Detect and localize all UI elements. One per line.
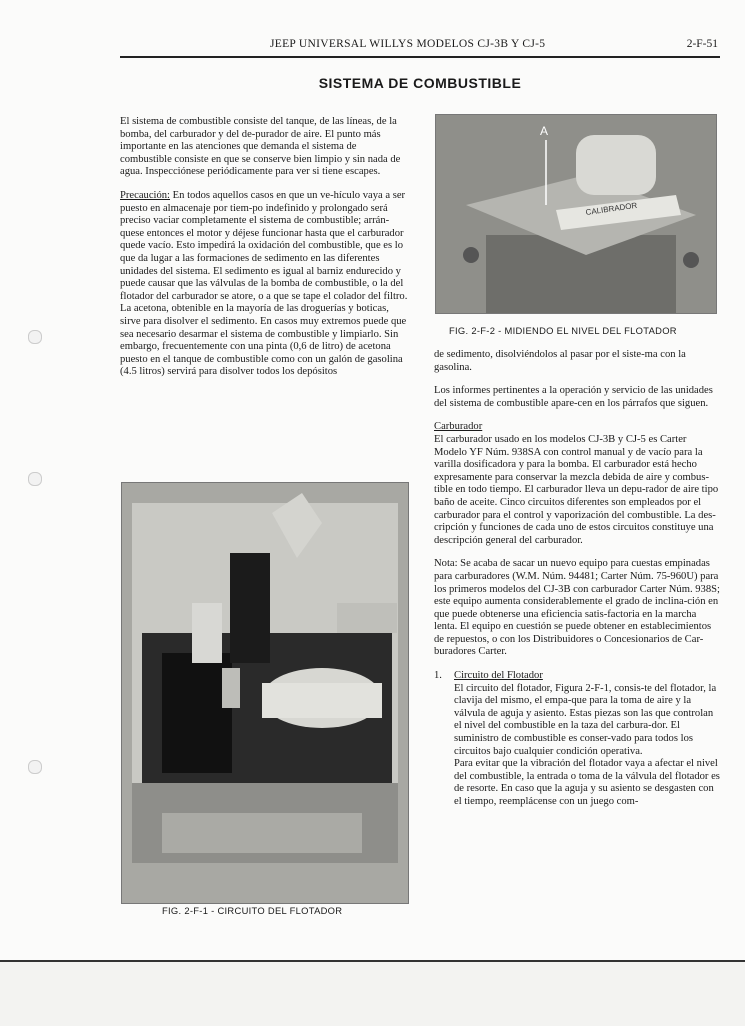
running-header: [120, 36, 718, 56]
item-text: El circuito del flotador, Figura 2-F-1, consis-te del flotador, la clavija del mismo, el empa-que para la toma de aire y la válvula de aguja y asiento. Estas piezas son las que controlan el nivel del combustible en la taza del carbura-dor. El suministro de combustible es conser-vado para todos los circuitos bajo cualquier condición operativa.: [454, 682, 717, 757]
caution-text: En todos aquellos casos en que un ve-hículo vaya a ser puesto en almacenaje por tiem-po indefinido y prolongado será preciso vaciar completamente el sistema de combustible; arrán-quese entonces el motor y déjese funcionar hasta que el carburador quede vacío. Esto impedirá la oxidación del combustible, que es lo que da lugar a las formaciones de sedimento en las diferentes unidades del sistema. El sedimento es igual al barniz endurecido y puede causar que las válvulas de la bomba de combustible, o la del flotador del carburador se atore, o a que se tape el colador del filtro. La acetona, obtenible en la mayoría de las droguerías y boticas, sirve para disolver el sedimento. En casos muy extremos puede que sea necesario desarmar el sistema de combustible y limpiarlo. Sin embargo, frecuentemente con una pinta (0,6 de litro) de acetona puesto en el tanque de combustible como con un galón de gasolina (4.5 litros) servirá para disolver todos los depósitos: [120, 189, 408, 378]
figure1-caption: FIG. 2-F-1 - CIRCUITO DEL FLOTADOR: [162, 905, 343, 916]
scan-bottom-margin: [0, 960, 745, 1026]
carburetor-heading: Carburador: [434, 421, 483, 433]
figure2-caption: FIG. 2-F-2 - MIDIENDO EL NIVEL DEL FLOTADOR: [449, 325, 677, 336]
left-column: [120, 116, 408, 390]
header-title: JEEP UNIVERSAL WILLYS MODELOS CJ-3B Y CJ-5: [270, 38, 546, 50]
item-text-continued: Para evitar que la vibración del flotador vaya a afectar el nivel del combustible, la entrada o toma de la válvula del flotador es de resorte. En caso que la aguja y su asiento se desgasten con el tiempo, reemplácense con un juego com-: [454, 758, 720, 807]
caution-paragraph: [120, 190, 408, 379]
note-paragraph: Nota: Se acaba de sacar un nuevo equipo para cuestas empinadas para carburadores (W.M. Núm. 94481; Carter Núm. 75-960U) para los primeros modelos del CJ-3B con carburador Carter Núm. 938S; este equipo aumenta considerablemente el grado de inclina-ción en que puede obtenerse una eficiencia satis-factoria en la marcha lenta. El equipo en cuestión se puede obtener en establecimientos de repuestos, o con los Distribuidores o Concesionarios de Car-buradores Carter.: [434, 558, 720, 658]
section-title: SISTEMA DE COMBUSTIBLE: [318, 75, 522, 91]
float-circuit-item: [434, 670, 720, 809]
binder-hole: [28, 472, 42, 486]
caution-label: Precaución:: [120, 189, 171, 201]
tool-label: CALIBRADOR: [585, 200, 638, 217]
float-circuit-illustration: [122, 483, 408, 903]
header-rule: [120, 56, 720, 58]
figure-measuring-float: [435, 114, 717, 314]
continuation-paragraph: de sedimento, disolviéndolos al pasar por el siste-ma con la gasolina.: [434, 349, 686, 373]
item-number: 1.: [434, 670, 442, 682]
page-number: 2-F-51: [686, 38, 718, 50]
carburetor-paragraph: El carburador usado en los modelos CJ-3B y CJ-5 es Carter Modelo YF Núm. 938SA con control manual y de vacío para la varilla dosificadora y para la bomba. El carburador está hecho expresamente para conservar la mezcla debida de aire y combus-tible en todo tiempo. El carburador lleva un depu-rador de aire tipo baño de aceite. Cinco circuitos diferentes son empleados por el carburador para el control y vaporización del combustible. La des-cripción y funciones de cada uno de estos circuitos constituye una descripción general del carburador.: [434, 433, 719, 546]
float-level-illustration: [436, 115, 716, 313]
reports-paragraph: Los informes pertinentes a la operación y servicio de las unidades del sistema de combustible apare-cen en los párrafos que siguen.: [434, 385, 713, 409]
point-a-label: A: [540, 124, 549, 138]
binder-hole: [28, 760, 42, 774]
intro-paragraph: El sistema de combustible consiste del tanque, de las líneas, de la bomba, del carburador y del de-purador de aire. El punto más importante en las atenciones que demanda el sistema de combustible consiste en que se conserve bien limpio y sin nada de agua. Inspecciónese periódicamente para ver si tiene escapes.: [120, 116, 401, 178]
item-heading: Circuito del Flotador: [454, 670, 543, 682]
right-column: [434, 349, 720, 809]
binder-hole: [28, 330, 42, 344]
figure-float-circuit: [121, 482, 409, 904]
